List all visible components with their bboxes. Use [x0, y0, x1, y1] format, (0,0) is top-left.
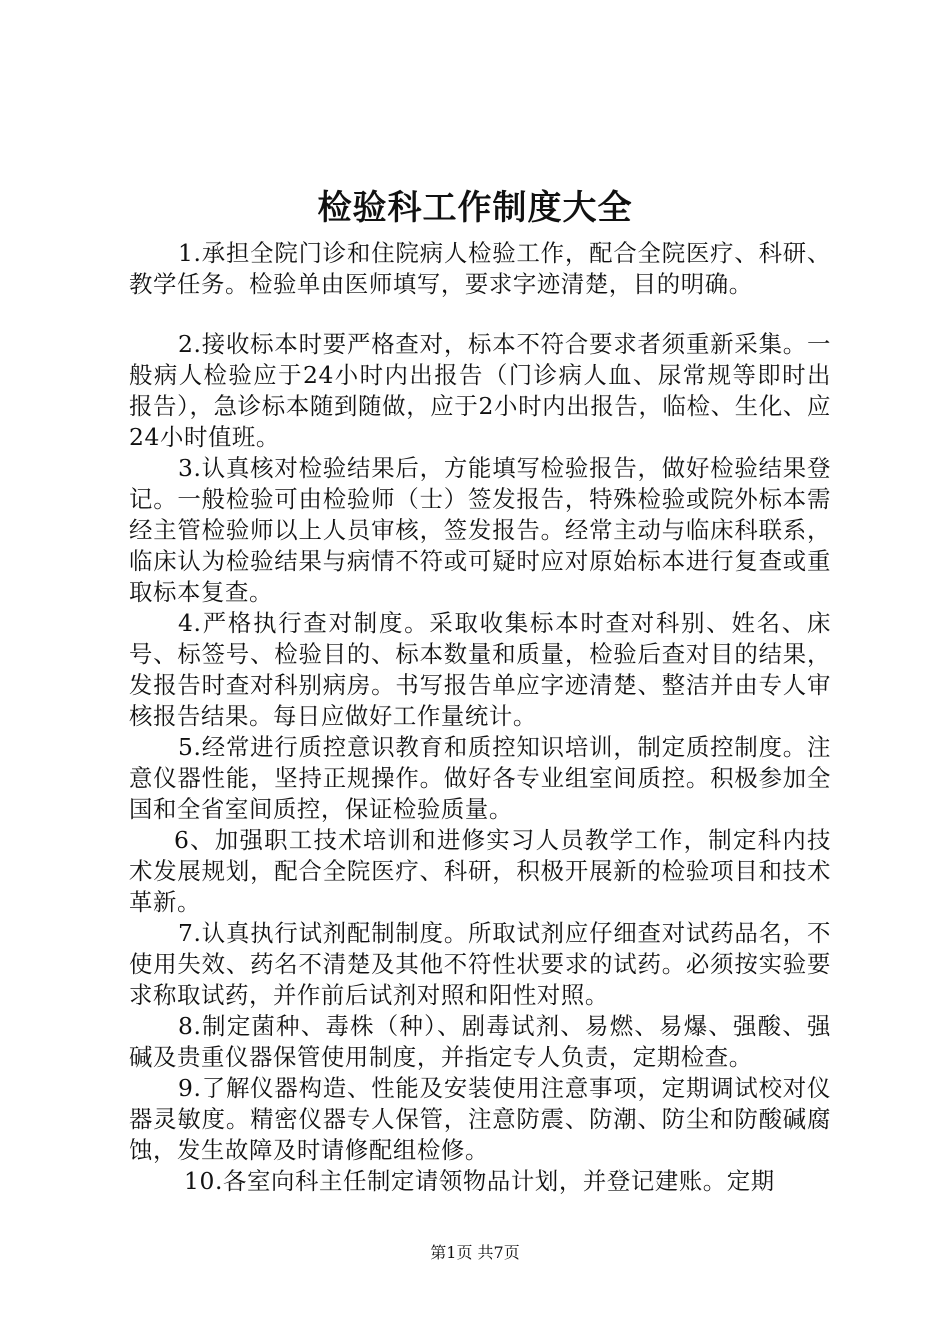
document-body	[129, 238, 831, 1197]
paragraph-9: 9.了解仪器构造、性能及安装使用注意事项，定期调试校对仪器灵敏度。精密仪器专人保管，注意防震、防潮、防尘和防酸碱腐蚀，发生故障及时请修配组检修。	[129, 1074, 831, 1164]
paragraph-10: 10.各室向科主任制定请领物品计划，并登记建账。定期	[184, 1167, 775, 1195]
paragraph-7: 7.认真执行试剂配制制度。所取试剂应仔细查对试药品名，不使用失效、药名不清楚及其他不符性状要求的试药。必须按实验要求称取试药，并作前后试剂对照和阳性对照。	[129, 919, 831, 1009]
paragraph-8: 8.制定菌种、毒株（种）、剧毒试剂、易燃、易爆、强酸、强碱及贵重仪器保管使用制度，并指定专人负责，定期检查。	[129, 1012, 831, 1071]
page-footer: 第1页 共7页	[430, 1243, 520, 1262]
paragraph-5: 5.经常进行质控意识教育和质控知识培训，制定质控制度。注意仪器性能，坚持正规操作。做好各专业组室间质控。积极参加全国和全省室间质控，保证检验质量。	[129, 733, 831, 823]
page-title: 检验科工作制度大全	[317, 188, 633, 228]
paragraph-3: 3.认真核对检验结果后，方能填写检验报告，做好检验结果登记。一般检验可由检验师（士）签发报告，特殊检验或院外标本需经主管检验师以上人员审核，签发报告。经常主动与临床科联系，临床认为检验结果与病情不符或可疑时应对原始标本进行复查或重取标本复查。	[129, 454, 831, 606]
paragraph-1: 1.承担全院门诊和住院病人检验工作，配合全院医疗、科研、教学任务。检验单由医师填写，要求字迹清楚，目的明确。	[129, 239, 831, 298]
paragraph-2: 2.接收标本时要严格查对，标本不符合要求者须重新采集。一般病人检验应于24小时内出报告（门诊病人血、尿常规等即时出报告），急诊标本随到随做，应于2小时内出报告，临检、生化、应24小时值班。	[129, 330, 831, 451]
paragraph-4: 4.严格执行查对制度。采取收集标本时查对科别、姓名、床号、标签号、检验目的、标本数量和质量，检验后查对目的结果，发报告时查对科别病房。书写报告单应字迹清楚、整洁并由专人审核报告结果。每日应做好工作量统计。	[129, 609, 831, 730]
paragraph-6: 6、加强职工技术培训和进修实习人员教学工作，制定科内技术发展规划，配合全院医疗、科研，积极开展新的检验项目和技术革新。	[129, 826, 831, 916]
